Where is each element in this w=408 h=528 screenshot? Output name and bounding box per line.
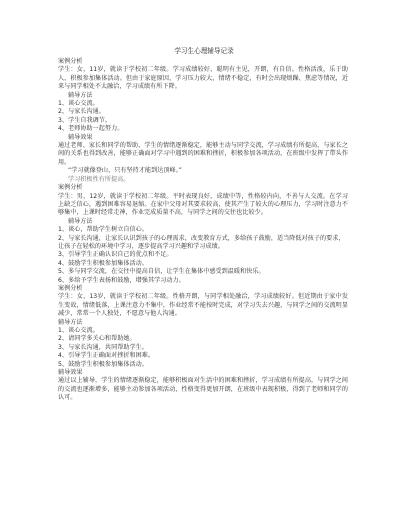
list-item: 6、多给予学生表扬和鼓励，增强其学习动力。 [58,276,185,284]
paragraph: 学生：女，11岁，就读于学校初二年级。学习成绩较好，聪明有主见，开朗，有自信。性格活泼，乐于助人，积极参加集体活动。但由于家庭原因，学习压力较大，情绪不稳定，有时会出现烦躁、焦虑等情况，近来与同学相处不太融洽，学习成绩有所下降。 [58,66,348,91]
paragraph: 通过以上辅导，学生的情绪逐渐稳定，能够积极面对生活中的困难和挫折，学习成绩有所提高，与同学之间的交流也逐渐增多，能够主动参加各项活动，性格变得更加开朗，在班级中表现积极，得到了老师和同学的认可。 [58,377,348,402]
section-label: 辅导效果 [58,369,83,377]
section-label: 辅导方法 [68,91,93,99]
document-title: 学习生心理辅导记录 [174,47,234,55]
list-item: 4、老师协助一起努力。 [58,125,124,133]
list-item: 1、谈心，帮助学生树立自信心。 [58,226,148,234]
quote-line: “学习就像登山，只有坚持才能到达顶峰。” [68,167,182,175]
list-item: 2、请同学多关心和帮助她。 [58,335,136,343]
list-item: 3、学生自我调节。 [58,116,112,124]
paragraph: 通过老师、家长和同学的帮助，学生的情绪逐渐稳定，能够主动与同学交流，学习成绩有所提高，与家长之间的关系也得到改善，能够正确面对学习中遇到的困难和挫折，积极参加各项活动，在班级中发挥了带头作用。 [58,142,348,166]
section-label: 案例分析 [58,284,83,292]
faded-line: 学习积极性有所提高。 [68,175,130,183]
section-label: 案例分析 [58,184,83,192]
section-label: 辅导方法 [68,217,93,225]
paragraph: 学生：男，12岁，就读于学校初二年级。平时表现良好，成绩中等，性格较内向，不善与人交流。在学习上缺乏信心，遇到困难容易退缩。在家中父母对其要求较高，使其产生了较大的心理压力，学习时注意力不够集中，上课时经常走神，作业完成质量不高，与同学之间的交往也比较少。 [58,192,348,217]
list-item: 5、鼓励学生积极参加集体活动。 [58,360,148,368]
section-label: 案例分析 [58,58,83,65]
list-item: 3、与家长沟通，共同帮助学生。 [58,343,148,351]
list-item: 2、与家长沟通，让家长认识到孩子的心理需求，改变教育方式，多给孩子鼓励，适当降低对孩子的要求，让孩子在轻松的环境中学习，逐步提高学习兴趣和学习成绩。 [58,234,345,250]
list-item: 3、引导学生正确认识自己的优点和不足。 [58,251,173,259]
list-item: 1、谈心交流。 [58,327,99,334]
list-item: 1、谈心交流。 [58,100,99,108]
list-item: 5、多与同学交流，在交往中提高自信，让学生在集体中感受到温暖和快乐。 [58,268,265,276]
paragraph: 学生：女，13岁，就读于学校初二年级。性格开朗，与同学相处融洽，学习成绩较好。但近期由于家中发生变故，情绪低落，上课注意力不集中，作业经常不能按时完成，对学习失去兴趣，与同学之间的交流明显减少，常常一个人独处，不愿意与他人沟通。 [58,293,348,318]
list-item: 4、鼓励学生积极参加集体活动。 [58,259,148,267]
section-label: 辅导方法 [58,318,83,326]
document-body [58,58,348,403]
list-item: 4、引导学生正确面对挫折和困难。 [58,352,155,360]
section-label: 辅导效果 [68,133,93,141]
list-item: 2、与家长沟通。 [58,108,105,116]
